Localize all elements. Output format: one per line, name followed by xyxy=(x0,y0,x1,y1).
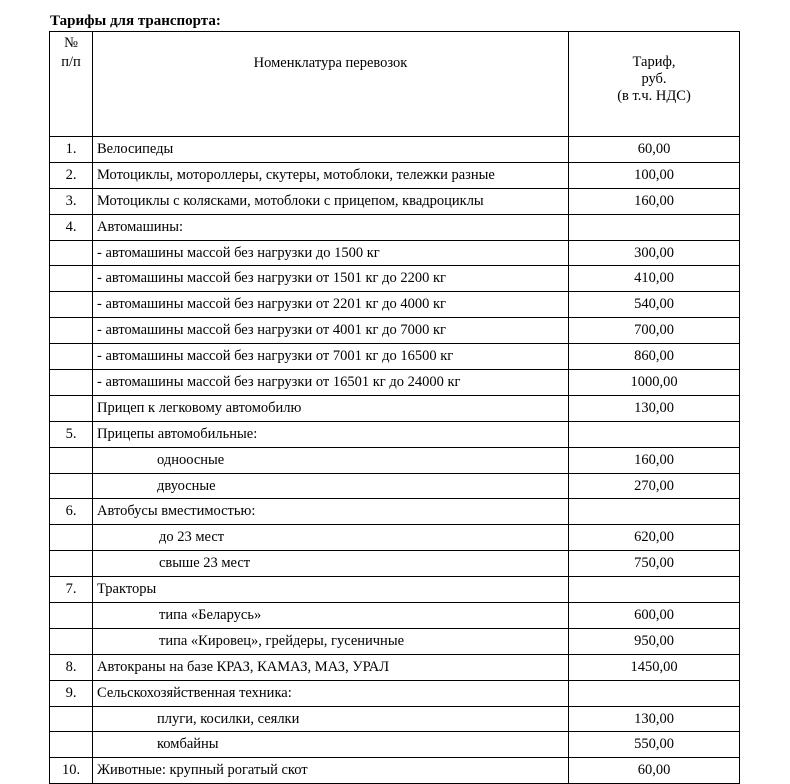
row-price: 160,00 xyxy=(569,447,740,473)
row-number xyxy=(50,292,93,318)
row-price xyxy=(569,680,740,706)
row-number: 8. xyxy=(50,654,93,680)
row-number: 1. xyxy=(50,137,93,163)
row-price xyxy=(569,421,740,447)
row-name: - автомашины массой без нагрузки от 7001 кг до 16500 кг xyxy=(93,344,569,370)
row-price: 540,00 xyxy=(569,292,740,318)
table-row xyxy=(50,370,740,396)
row-number: 5. xyxy=(50,421,93,447)
row-name: Сельскохозяйственная техника: xyxy=(93,680,569,706)
row-number xyxy=(50,525,93,551)
table-row xyxy=(50,706,740,732)
table-row xyxy=(50,421,740,447)
table-row xyxy=(50,628,740,654)
row-number: 4. xyxy=(50,214,93,240)
row-price: 860,00 xyxy=(569,344,740,370)
table-row xyxy=(50,577,740,603)
row-name: Прицепы автомобильные: xyxy=(93,421,569,447)
row-price: 700,00 xyxy=(569,318,740,344)
row-price: 160,00 xyxy=(569,188,740,214)
row-name: Автобусы вместимостью: xyxy=(93,499,569,525)
table-row xyxy=(50,292,740,318)
tariff-table xyxy=(49,31,740,784)
row-number xyxy=(50,628,93,654)
table-row xyxy=(50,499,740,525)
row-price xyxy=(569,577,740,603)
header-price-line3: (в т.ч. НДС) xyxy=(617,88,691,104)
row-name: типа «Кировец», грейдеры, гусеничные xyxy=(93,628,569,654)
table-row xyxy=(50,551,740,577)
table-row xyxy=(50,162,740,188)
table-row xyxy=(50,525,740,551)
row-name: плуги, косилки, сеялки xyxy=(93,706,569,732)
table-row xyxy=(50,473,740,499)
header-price-line1: Тариф, xyxy=(632,54,676,70)
table-row xyxy=(50,680,740,706)
row-name: Тракторы xyxy=(93,577,569,603)
header-number-cell xyxy=(50,32,93,137)
row-price: 270,00 xyxy=(569,473,740,499)
row-number: 7. xyxy=(50,577,93,603)
table-row xyxy=(50,758,740,784)
row-number xyxy=(50,706,93,732)
row-name: Автокраны на базе КРАЗ, КАМАЗ, МАЗ, УРАЛ xyxy=(93,654,569,680)
row-name: до 23 мест xyxy=(93,525,569,551)
row-price: 950,00 xyxy=(569,628,740,654)
row-price xyxy=(569,499,740,525)
row-name: - автомашины массой без нагрузки от 16501 кг до 24000 кг xyxy=(93,370,569,396)
table-row xyxy=(50,188,740,214)
row-price: 100,00 xyxy=(569,162,740,188)
row-number: 3. xyxy=(50,188,93,214)
row-name: - автомашины массой без нагрузки от 2201 кг до 4000 кг xyxy=(93,292,569,318)
row-number xyxy=(50,344,93,370)
row-number: 2. xyxy=(50,162,93,188)
table-row xyxy=(50,447,740,473)
table-header-row xyxy=(50,32,740,137)
header-price-cell xyxy=(569,32,740,137)
row-number: 10. xyxy=(50,758,93,784)
row-price: 600,00 xyxy=(569,603,740,629)
row-number xyxy=(50,551,93,577)
row-price: 60,00 xyxy=(569,758,740,784)
table-row xyxy=(50,344,740,370)
row-number xyxy=(50,266,93,292)
row-number: 9. xyxy=(50,680,93,706)
row-number xyxy=(50,395,93,421)
table-row xyxy=(50,732,740,758)
row-name: двуосные xyxy=(93,473,569,499)
row-number: 6. xyxy=(50,499,93,525)
row-name: типа «Беларусь» xyxy=(93,603,569,629)
row-name: Прицеп к легковому автомобилю xyxy=(93,395,569,421)
table-row xyxy=(50,266,740,292)
row-name: Велосипеды xyxy=(93,137,569,163)
row-name: - автомашины массой без нагрузки до 1500 кг xyxy=(93,240,569,266)
row-price: 60,00 xyxy=(569,137,740,163)
header-number-symbol: № xyxy=(64,35,78,51)
row-name: одноосные xyxy=(93,447,569,473)
table-row xyxy=(50,240,740,266)
document-title: Тарифы для транспорта: xyxy=(50,13,221,29)
row-name: Автомашины: xyxy=(93,214,569,240)
row-price: 300,00 xyxy=(569,240,740,266)
header-price-line2: руб. xyxy=(641,71,667,87)
row-number xyxy=(50,240,93,266)
row-number xyxy=(50,318,93,344)
table-row xyxy=(50,603,740,629)
table-row xyxy=(50,318,740,344)
row-price: 620,00 xyxy=(569,525,740,551)
row-number xyxy=(50,447,93,473)
row-price: 1000,00 xyxy=(569,370,740,396)
row-price: 410,00 xyxy=(569,266,740,292)
header-number-label: п/п xyxy=(61,54,81,70)
row-price: 1450,00 xyxy=(569,654,740,680)
row-number xyxy=(50,603,93,629)
row-name: свыше 23 мест xyxy=(93,551,569,577)
row-name: Мотоциклы с колясками, мотоблоки с прицепом, квадроциклы xyxy=(93,188,569,214)
table-row xyxy=(50,654,740,680)
row-price: 130,00 xyxy=(569,395,740,421)
row-price xyxy=(569,214,740,240)
table-row xyxy=(50,395,740,421)
row-name: комбайны xyxy=(93,732,569,758)
row-number xyxy=(50,473,93,499)
row-name: - автомашины массой без нагрузки от 1501 кг до 2200 кг xyxy=(93,266,569,292)
table-row xyxy=(50,214,740,240)
row-name: Животные: крупный рогатый скот xyxy=(93,758,569,784)
header-name-cell: Номенклатура перевозок xyxy=(93,32,569,137)
row-number xyxy=(50,732,93,758)
table-row xyxy=(50,137,740,163)
row-price: 550,00 xyxy=(569,732,740,758)
row-number xyxy=(50,370,93,396)
row-price: 130,00 xyxy=(569,706,740,732)
row-name: - автомашины массой без нагрузки от 4001 кг до 7000 кг xyxy=(93,318,569,344)
row-price: 750,00 xyxy=(569,551,740,577)
row-name: Мотоциклы, мотороллеры, скутеры, мотоблоки, тележки разные xyxy=(93,162,569,188)
